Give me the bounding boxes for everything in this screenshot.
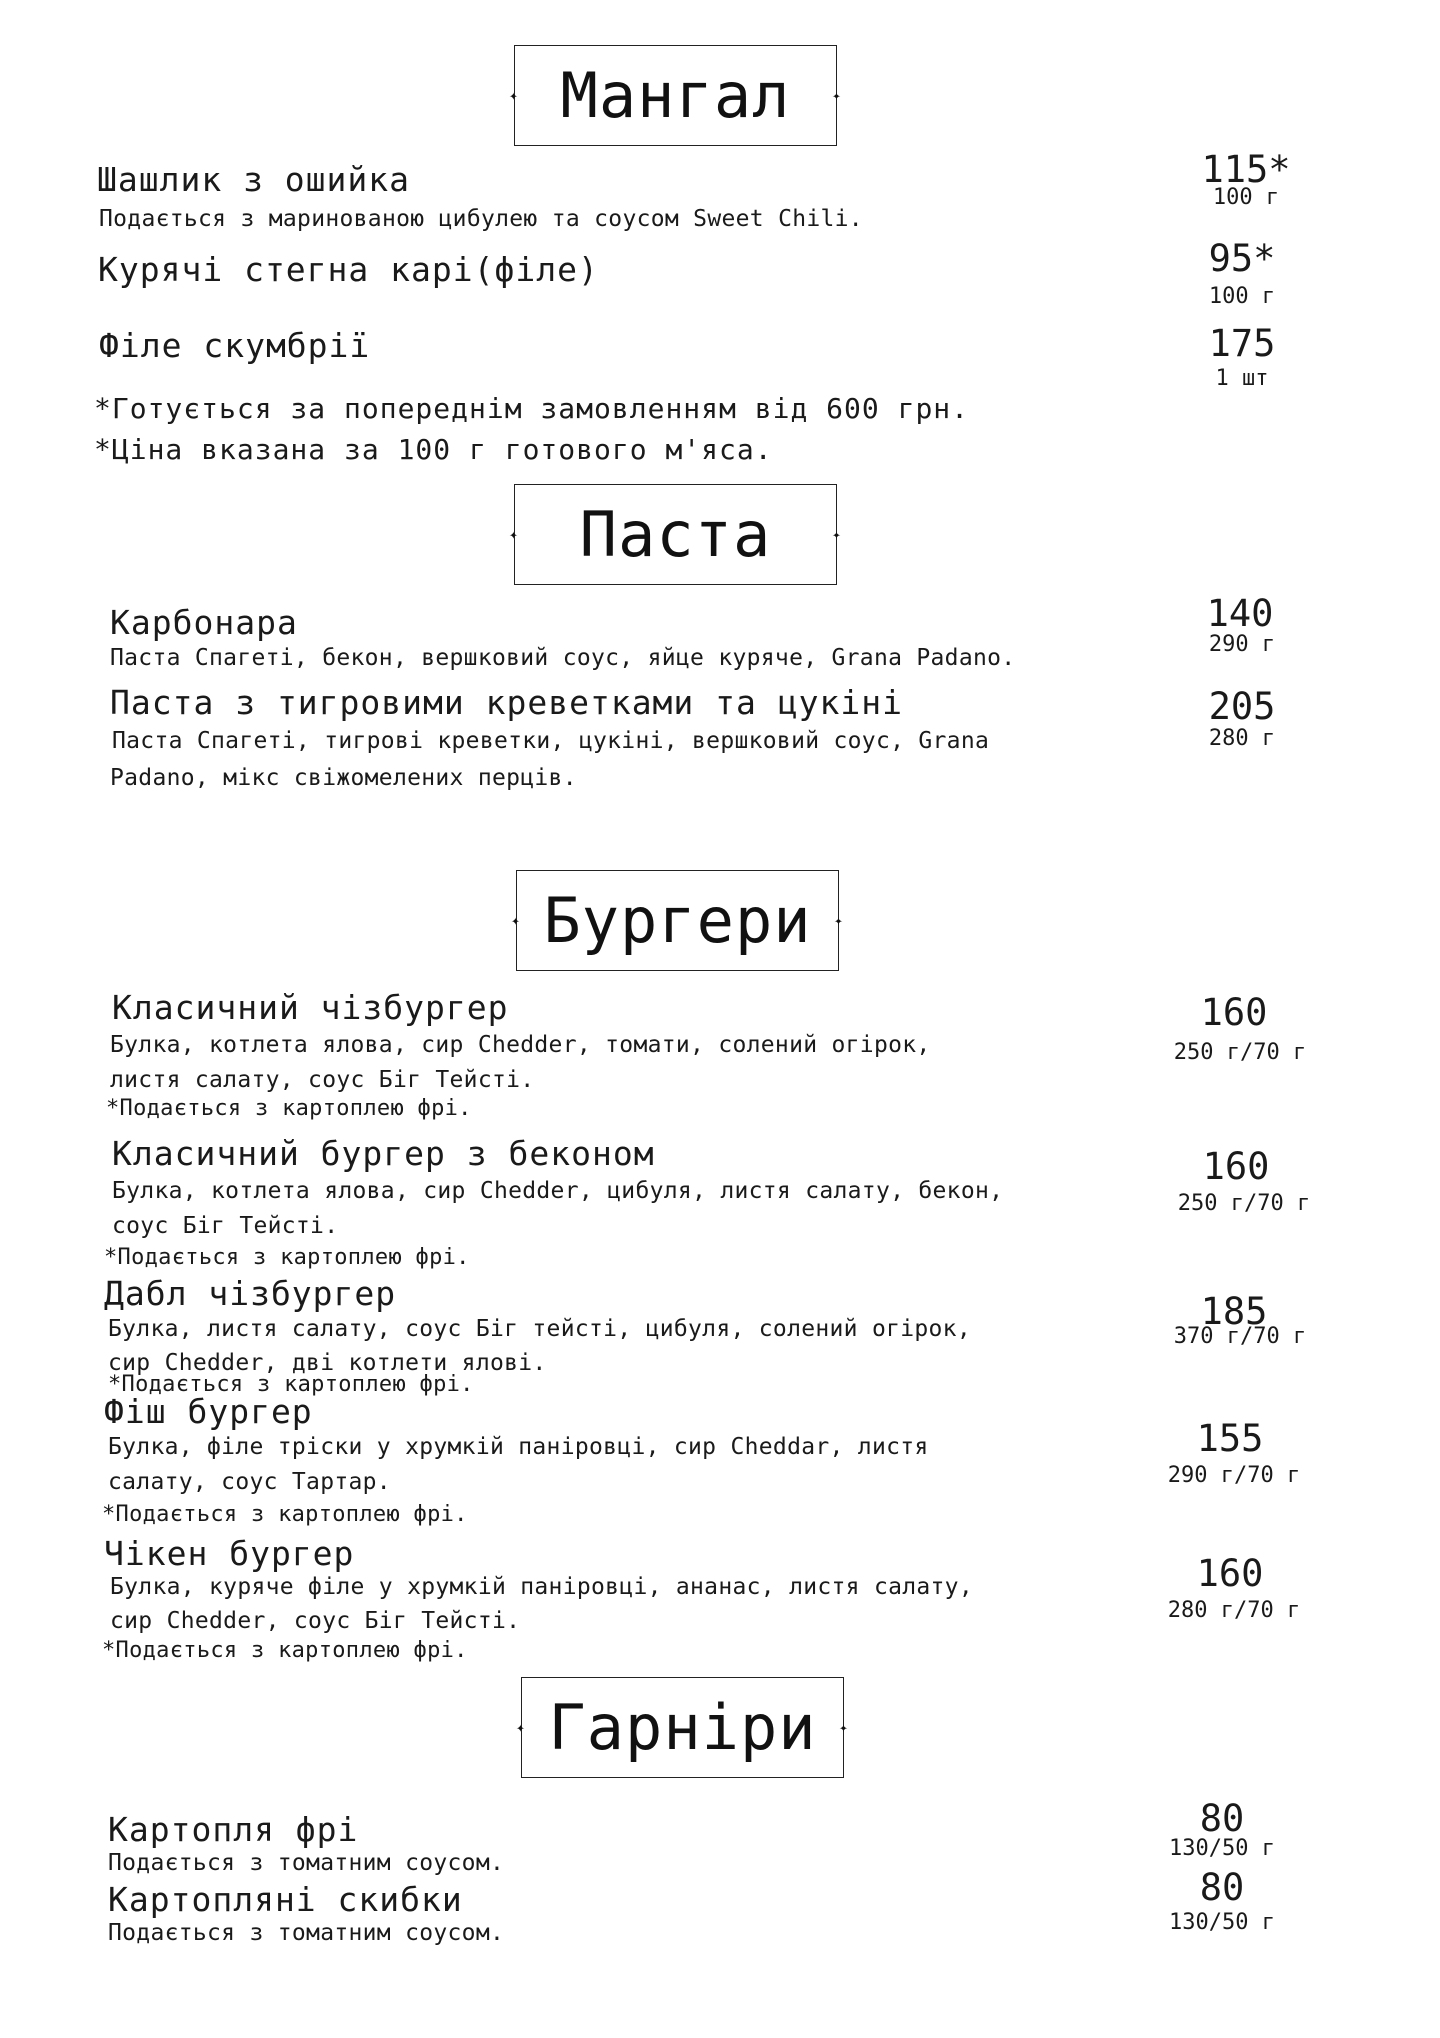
dish-name: Фіш бургер [104, 1392, 313, 1431]
dish-name: Класичний бургер з беконом [112, 1134, 655, 1173]
section-title-mangal [509, 45, 842, 146]
dish-weight: 130/50 г [1169, 1836, 1275, 1861]
dish-description: Паста Спагеті, бекон, вершковий соус, яйце куряче, Grana Padano. [110, 645, 1016, 671]
dish-side-note: *Подається з картоплею фрі. [106, 1096, 472, 1121]
dish-description: сир Chedder, соус Біг Тейсті. [110, 1608, 521, 1634]
dish-price: 95* [1208, 237, 1276, 280]
dish-name: Філе скумбрії [99, 326, 371, 365]
section-title-burgers [511, 870, 844, 971]
dish-price: 115* [1201, 148, 1291, 191]
dish-name: Чікен бургер [104, 1534, 355, 1573]
sparkle-ornament-icon: ✦ [509, 526, 519, 543]
dish-name: Шашлик з ошийка [97, 160, 411, 199]
dish-weight: 250 г/70 г [1177, 1191, 1311, 1216]
dish-side-note: *Подається з картоплею фрі. [108, 1372, 474, 1397]
dish-description: Паста Спагеті, тигрові креветки, цукіні, вершковий соус, Grana [112, 728, 990, 754]
dish-weight: 290 г/70 г [1167, 1463, 1301, 1488]
dish-description: соус Біг Тейсті. [112, 1213, 339, 1239]
dish-weight: 280 г/70 г [1167, 1598, 1301, 1623]
sparkle-ornament-icon: ✦ [516, 1719, 526, 1736]
dish-price: 80 [1199, 1797, 1245, 1840]
sparkle-ornament-icon: ✦ [834, 912, 844, 929]
sparkle-ornament-icon: ✦ [839, 1719, 849, 1736]
dish-name: Дабл чізбургер [104, 1274, 397, 1313]
dish-description: Булка, котлета ялова, сир Chedder, томати, солений огірок, [110, 1032, 931, 1058]
dish-description: сир Chedder, дві котлети ялові. [108, 1350, 547, 1376]
dish-description: листя салату, соус Біг Тейсті. [110, 1067, 535, 1093]
section-title-sides [516, 1677, 849, 1778]
dish-price: 175 [1208, 322, 1276, 365]
section-note: *Готується за попереднім замовленням від 600 грн. [94, 392, 970, 425]
dish-name: Класичний чізбургер [112, 988, 509, 1027]
dish-weight: 370 г/70 г [1173, 1324, 1307, 1349]
dish-price: 140 [1206, 592, 1274, 635]
dish-weight: 100 г [1208, 284, 1276, 309]
dish-price: 155 [1196, 1417, 1264, 1460]
dish-weight: 100 г [1212, 185, 1280, 210]
dish-description: Булка, котлета ялова, сир Chedder, цибуля, листя салату, бекон, [112, 1178, 1004, 1204]
dish-weight: 280 г [1208, 726, 1276, 751]
dish-weight: 290 г [1208, 632, 1276, 657]
sparkle-ornament-icon: ✦ [832, 526, 842, 543]
dish-description: Подається з томатним соусом. [108, 1850, 505, 1876]
dish-price: 160 [1202, 1145, 1270, 1188]
dish-price: 160 [1200, 991, 1268, 1034]
dish-weight: 130/50 г [1169, 1910, 1275, 1935]
dish-side-note: *Подається з картоплею фрі. [102, 1502, 468, 1527]
dish-price: 80 [1199, 1866, 1245, 1909]
dish-description: Булка, листя салату, соус Біг тейсті, цибуля, солений огірок, [108, 1316, 971, 1342]
dish-description: Булка, куряче філе у хрумкій паніровці, ананас, листя салату, [110, 1574, 973, 1600]
dish-weight: 1 шт [1215, 366, 1269, 391]
dish-description: Булка, філе тріски у хрумкій паніровці, сир Cheddar, листя [108, 1434, 929, 1460]
section-title-text: Бургери [543, 884, 812, 957]
dish-name: Картопля фрі [108, 1810, 359, 1849]
dish-description: Padano, мікс свіжомелених перців. [110, 765, 577, 791]
dish-description: Подається з томатним соусом. [108, 1920, 505, 1946]
dish-price: 205 [1208, 685, 1276, 728]
dish-side-note: *Подається з картоплею фрі. [102, 1638, 468, 1663]
section-note: *Ціна вказана за 100 г готового м'яса. [94, 433, 773, 466]
dish-name: Карбонара [110, 603, 298, 642]
dish-description: Подається з маринованою цибулею та соусом Sweet Chili. [99, 206, 863, 232]
dish-description: салату, соус Тартар. [108, 1469, 391, 1495]
section-title-text: Паста [579, 498, 772, 571]
sparkle-ornament-icon: ✦ [509, 87, 519, 104]
dish-price: 185 [1200, 1290, 1268, 1333]
section-title-pasta [509, 484, 842, 585]
dish-name: Картопляні скибки [108, 1880, 463, 1919]
dish-weight: 250 г/70 г [1173, 1040, 1307, 1065]
section-title-text: Мангал [560, 59, 791, 132]
dish-price: 160 [1196, 1552, 1264, 1595]
section-title-text: Гарніри [548, 1691, 817, 1764]
sparkle-ornament-icon: ✦ [832, 87, 842, 104]
sparkle-ornament-icon: ✦ [511, 912, 521, 929]
dish-side-note: *Подається з картоплею фрі. [104, 1245, 470, 1270]
dish-name: Паста з тигровими креветками та цукіні [110, 683, 903, 722]
dish-name: Курячі стегна карі(філе) [98, 250, 599, 289]
